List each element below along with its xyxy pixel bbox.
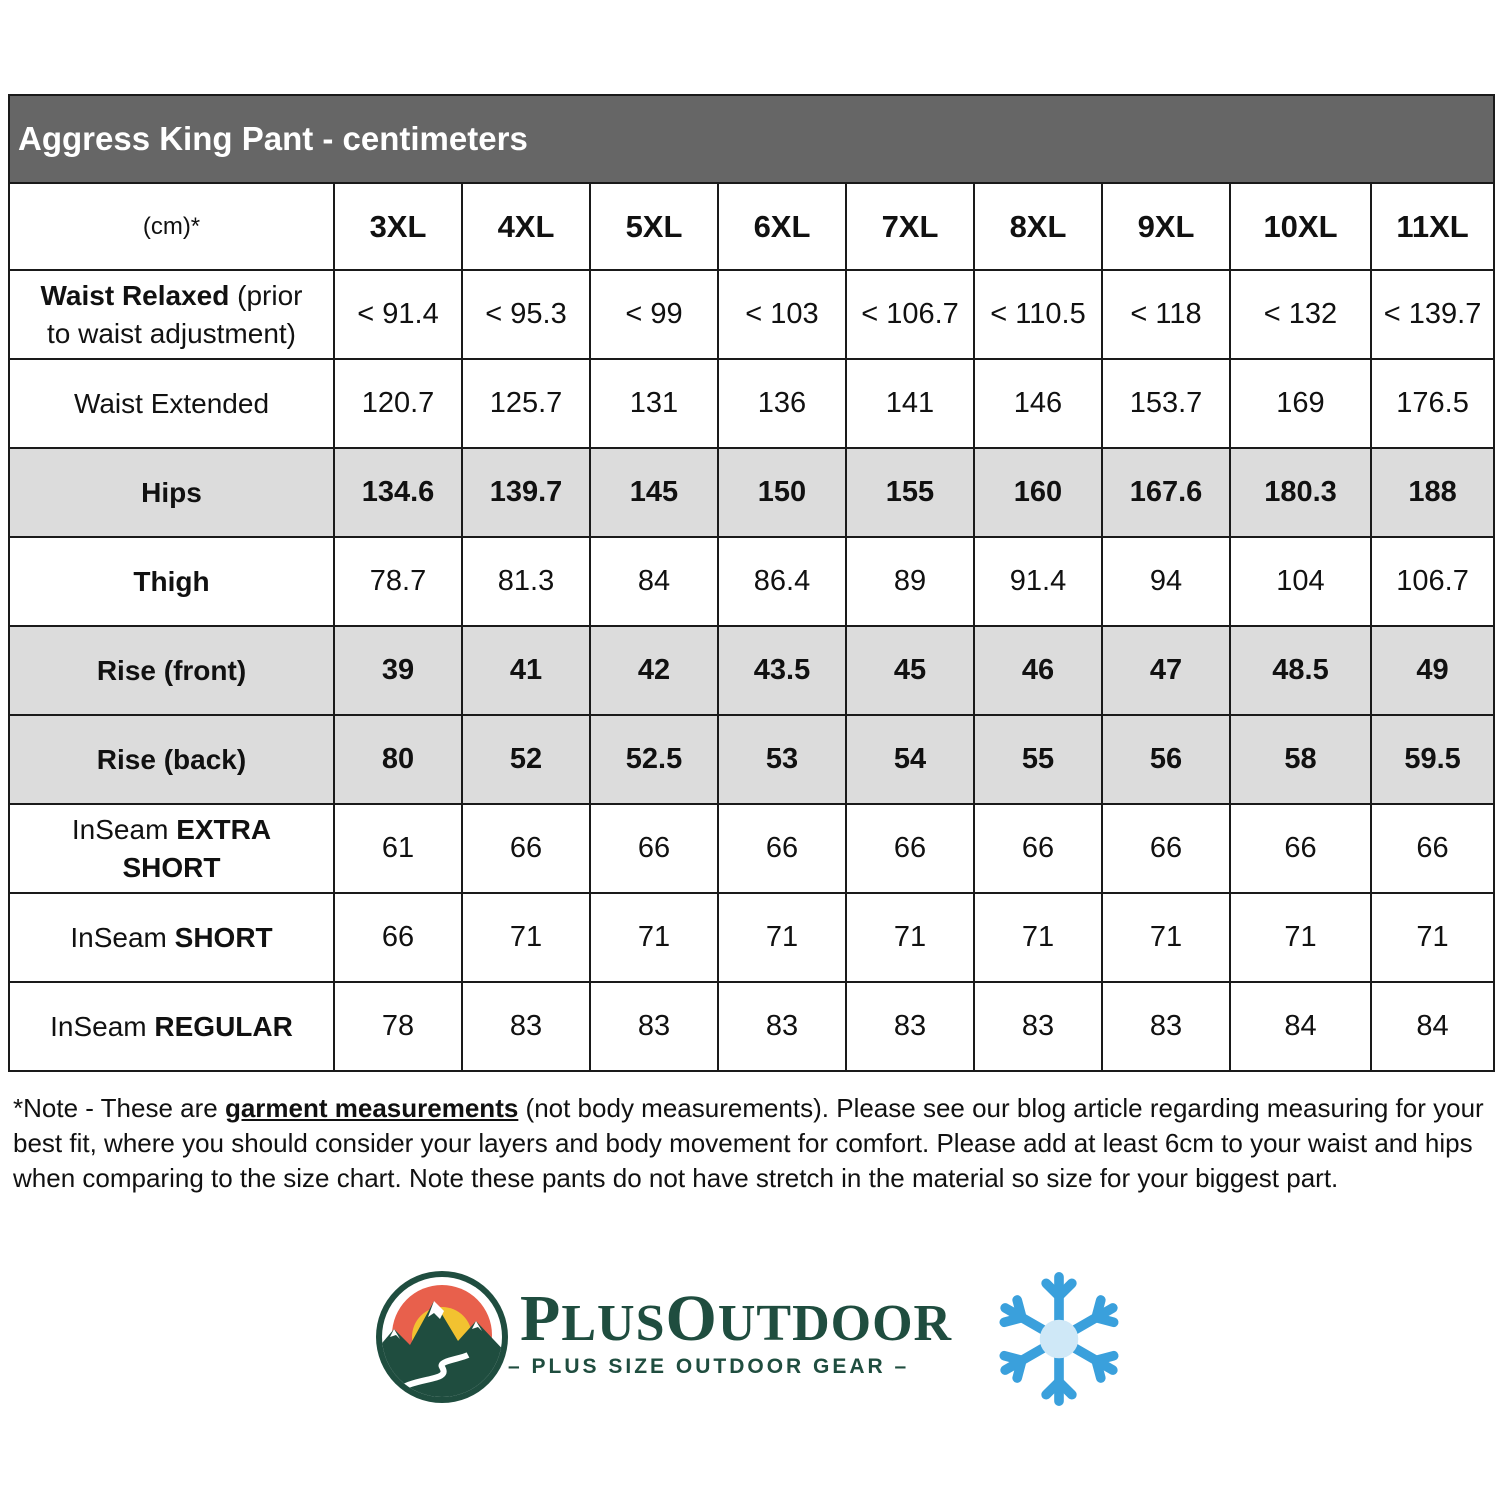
table-cell: 41 — [462, 626, 590, 715]
brand-letter: P — [520, 1282, 562, 1355]
table-cell: 176.5 — [1371, 359, 1494, 448]
table-cell: 71 — [590, 893, 718, 982]
size-header: 9XL — [1102, 183, 1230, 270]
table-cell: 66 — [334, 893, 462, 982]
row-label — [9, 270, 334, 359]
table-cell: 53 — [718, 715, 846, 804]
table-cell: 71 — [1102, 893, 1230, 982]
table-cell: 150 — [718, 448, 846, 537]
table-cell: 146 — [974, 359, 1102, 448]
table-cell: 43.5 — [718, 626, 846, 715]
table-cell: 66 — [846, 804, 974, 893]
table-cell: 66 — [1371, 804, 1494, 893]
plusoutdoor-logo — [372, 1263, 1132, 1413]
table-cell: 71 — [718, 893, 846, 982]
table-cell: 54 — [846, 715, 974, 804]
table-header-row — [9, 183, 1494, 270]
table-cell: < 103 — [718, 270, 846, 359]
table-cell: 131 — [590, 359, 718, 448]
size-header: 10XL — [1230, 183, 1371, 270]
table-row-inseam-short — [9, 893, 1494, 982]
row-label-line2: to waist adjustment) — [47, 317, 296, 349]
row-label-bold: REGULAR — [154, 1010, 293, 1042]
table-cell: 83 — [1102, 982, 1230, 1071]
table-cell: 59.5 — [1371, 715, 1494, 804]
table-row-inseam-regular — [9, 982, 1494, 1071]
size-header: 6XL — [718, 183, 846, 270]
table-cell: < 95.3 — [462, 270, 590, 359]
table-cell: 141 — [846, 359, 974, 448]
table-cell: 66 — [590, 804, 718, 893]
note-prefix: *Note - These are — [13, 1093, 225, 1123]
table-cell: 160 — [974, 448, 1102, 537]
unit-header: (cm)* — [9, 183, 334, 270]
row-label: Rise (back) — [9, 715, 334, 804]
table-cell: 71 — [1230, 893, 1371, 982]
mountain-badge-icon — [372, 1263, 522, 1413]
table-cell: 120.7 — [334, 359, 462, 448]
table-cell: 104 — [1230, 537, 1371, 626]
row-label-bold: SHORT — [174, 921, 273, 953]
table-cell: 83 — [590, 982, 718, 1071]
row-label-bold: EXTRA — [176, 813, 272, 845]
table-cell: 125.7 — [462, 359, 590, 448]
table-cell: 66 — [1102, 804, 1230, 893]
table-cell: 66 — [974, 804, 1102, 893]
table-row-waist-relaxed — [9, 270, 1494, 359]
row-label — [9, 893, 334, 982]
table-cell: 78 — [334, 982, 462, 1071]
table-cell: 188 — [1371, 448, 1494, 537]
table-cell: < 139.7 — [1371, 270, 1494, 359]
row-label — [9, 982, 334, 1071]
table-cell: 71 — [1371, 893, 1494, 982]
table-cell: 155 — [846, 448, 974, 537]
table-cell: 61 — [334, 804, 462, 893]
table-cell: 167.6 — [1102, 448, 1230, 537]
table-cell: 71 — [846, 893, 974, 982]
table-cell: 56 — [1102, 715, 1230, 804]
brand-letters: UTDOOR — [717, 1295, 953, 1352]
table-title: Aggress King Pant - centimeters — [9, 95, 1494, 183]
table-cell: 71 — [974, 893, 1102, 982]
table-row-rise-front — [9, 626, 1494, 715]
note-suffix: (not body measurements). Please see our blog article regarding measuring for your best fit, where you should consider your layers and body movement for comfort. Please add at least 6cm to your waist and hips when comparing to the size chart. Note these pants do not have stretch in the material so size for your biggest part. — [13, 1093, 1484, 1193]
table-row-thigh — [9, 537, 1494, 626]
table-cell: 94 — [1102, 537, 1230, 626]
brand-letter: O — [665, 1282, 718, 1355]
table-cell: 84 — [590, 537, 718, 626]
table-cell: 83 — [718, 982, 846, 1071]
table-cell: 42 — [590, 626, 718, 715]
table-cell: 39 — [334, 626, 462, 715]
table-row-inseam-extra-short — [9, 804, 1494, 893]
table-cell: 84 — [1371, 982, 1494, 1071]
table-cell: 134.6 — [334, 448, 462, 537]
row-label-plain: InSeam — [50, 1010, 155, 1042]
table-cell: 49 — [1371, 626, 1494, 715]
table-cell: 83 — [462, 982, 590, 1071]
table-cell: 52 — [462, 715, 590, 804]
table-cell: 71 — [462, 893, 590, 982]
table-cell: 66 — [462, 804, 590, 893]
table-row-waist-extended — [9, 359, 1494, 448]
table-row-rise-back — [9, 715, 1494, 804]
table-cell: 78.7 — [334, 537, 462, 626]
table-cell: < 110.5 — [974, 270, 1102, 359]
row-label: Hips — [9, 448, 334, 537]
table-cell: 48.5 — [1230, 626, 1371, 715]
size-header: 5XL — [590, 183, 718, 270]
table-cell: 80 — [334, 715, 462, 804]
size-header: 3XL — [334, 183, 462, 270]
table-cell: 55 — [974, 715, 1102, 804]
table-cell: < 99 — [590, 270, 718, 359]
table-cell: 83 — [974, 982, 1102, 1071]
table-cell: < 106.7 — [846, 270, 974, 359]
row-label-plain: InSeam — [70, 921, 175, 953]
table-cell: 136 — [718, 359, 846, 448]
table-cell: 84 — [1230, 982, 1371, 1071]
table-cell: 139.7 — [462, 448, 590, 537]
row-label: Thigh — [9, 537, 334, 626]
table-cell: 81.3 — [462, 537, 590, 626]
table-cell: 153.7 — [1102, 359, 1230, 448]
table-cell: 58 — [1230, 715, 1371, 804]
table-cell: 106.7 — [1371, 537, 1494, 626]
garment-measurements-link[interactable]: garment measurements — [224, 1093, 519, 1123]
table-cell: 169 — [1230, 359, 1371, 448]
size-chart-table — [8, 94, 1495, 1072]
table-cell: 47 — [1102, 626, 1230, 715]
table-cell: 83 — [846, 982, 974, 1071]
size-header: 4XL — [462, 183, 590, 270]
table-cell: < 132 — [1230, 270, 1371, 359]
table-cell: 86.4 — [718, 537, 846, 626]
brand-name — [520, 1281, 952, 1357]
row-label — [9, 804, 334, 893]
snowflake-icon — [984, 1269, 1134, 1409]
row-label: Rise (front) — [9, 626, 334, 715]
size-header: 8XL — [974, 183, 1102, 270]
table-row-hips — [9, 448, 1494, 537]
brand-letters: LUS — [561, 1295, 666, 1352]
row-label-line2: SHORT — [122, 851, 221, 883]
table-cell: 89 — [846, 537, 974, 626]
row-label-plain: InSeam — [71, 813, 177, 845]
row-label-rest: (prior — [229, 279, 303, 311]
table-cell: 66 — [1230, 804, 1371, 893]
row-label-bold: Waist Relaxed — [40, 279, 230, 311]
table-cell: < 91.4 — [334, 270, 462, 359]
table-cell: 46 — [974, 626, 1102, 715]
size-header: 11XL — [1371, 183, 1494, 270]
table-cell: 66 — [718, 804, 846, 893]
table-cell: < 118 — [1102, 270, 1230, 359]
table-cell: 45 — [846, 626, 974, 715]
table-cell: 52.5 — [590, 715, 718, 804]
size-header: 7XL — [846, 183, 974, 270]
table-cell: 91.4 — [974, 537, 1102, 626]
measurement-note — [13, 1091, 1495, 1196]
brand-tagline: – PLUS SIZE OUTDOOR GEAR – — [508, 1355, 910, 1378]
table-cell: 145 — [590, 448, 718, 537]
table-title-row — [9, 95, 1494, 183]
row-label: Waist Extended — [9, 359, 334, 448]
table-cell: 180.3 — [1230, 448, 1371, 537]
